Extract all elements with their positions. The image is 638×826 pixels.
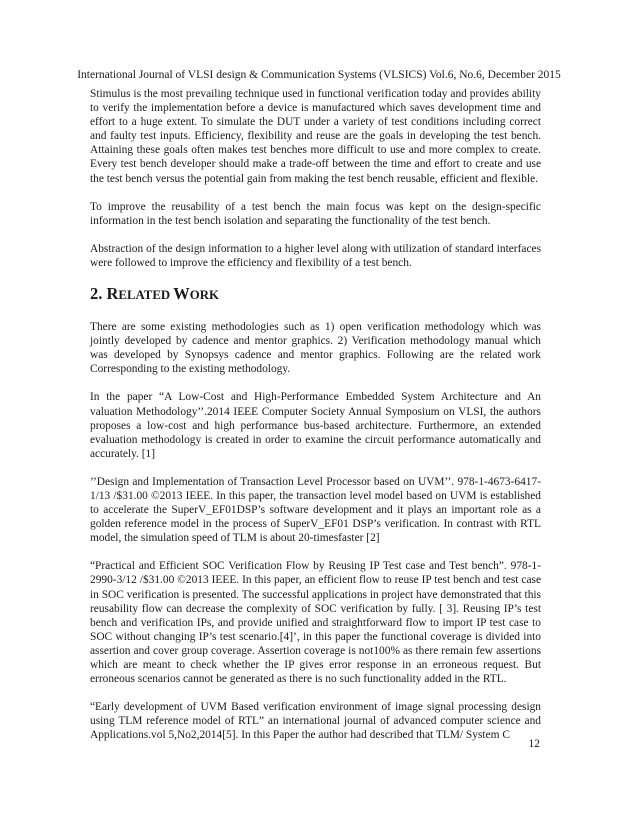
paragraph-ref-5: “Early development of UVM Based verification environment of image signal processing design using TLM reference model of RTL” an international journal of advanced computer science and Applications.vol 5,No2,2014[5]. In this Paper the author had described that TLM/ System C bbox=[90, 701, 541, 742]
page-body bbox=[90, 87, 541, 756]
paragraph-existing-methodologies: There are some existing methodologies such as 1) open verification methodology which was jointly developed by cadence and mentor graphics. 2) Verification methodology manual which was developed by Synopsys cadence and mentor graphics. Following are the related work Corresponding to the existing methodology. bbox=[90, 321, 541, 376]
running-header: International Journal of VLSI design & Communication Systems (VLSICS) Vol.6, No.6, December 2015 bbox=[77, 69, 561, 81]
page-number: 12 bbox=[528, 738, 540, 750]
paragraph-abstraction: Abstraction of the design information to a higher level along with utilization of standard interfaces were followed to improve the efficiency and flexibility of a test bench. bbox=[90, 242, 541, 269]
section-heading-related-work bbox=[90, 284, 541, 305]
paragraph-reusability: To improve the reusability of a test bench the main focus was kept on the design-specific information in the test bench isolation and separating the functionality of the test bench. bbox=[90, 200, 541, 227]
paragraph-ref-3-4: “Practical and Efficient SOC Verification Flow by Reusing IP Test case and Test bench”. 978-1-2990-3/12 /$31.00 ©2013 IEEE. In this paper, an efficient flow to reuse IP test bench and test case in SOC verification is presented. The successful applications in project have demonstrated that this reusability flow can decrease the complexity of SOC verification by fully. [ 3]. Reusing IP’s test bench and verification IPs, and provide unified and straightforward flow to import IP test case to SOC without changing IP’s test scenario.[4]’, in this paper the functional coverage is divided into assertion and cover group coverage. Assertion coverage is not100% as there remain few assertions which are meant to check whether the IP gives error response in an erroneous request. But erroneous scenarios cannot be generated as there is no such functionality added in the RTL. bbox=[90, 560, 541, 686]
paragraph-stimulus: Stimulus is the most prevailing technique used in functional verification today and provides ability to verify the implementation before a device is manufactured which saves development time and effort to a huge extent. To simulate the DUT under a variety of test conditions including correct and faulty test inputs. Efficiency, flexibility and reuse are the goals in developing the test bench. Attaining these goals often makes test benches more difficult to use and more complex to create. Every test bench developer should make a trade-off between the time and effort to create and use the test bench versus the potential gain from making the test bench reusable, efficient and flexible. bbox=[90, 88, 541, 185]
section-heading-cap-w: W bbox=[173, 284, 190, 304]
paragraph-ref-1: In the paper “A Low-Cost and High-Performance Embedded System Architecture and An valuation Methodology’’.2014 IEEE Computer Society Annual Symposium on VLSI, the authors proposes a low-cost and high performance bus-based architecture. Furthermore, an extended evaluation methodology is created in order to examine the circuit performance automatically and accurately. [1] bbox=[90, 391, 541, 460]
section-heading-number: 2. R bbox=[90, 284, 119, 304]
section-heading-smallcaps-2: ORK bbox=[189, 288, 219, 303]
section-heading-smallcaps-1: ELATED bbox=[118, 288, 174, 303]
paragraph-ref-2: ’’Design and Implementation of Transaction Level Processor based on UVM’’. 978-1-4673-6417-1/13 /$31.00 ©2013 IEEE. In this paper, the transaction level model based on UVM is established to accelerate the SuperV_EF01DSP’s software development and it plays an important role as a golden reference model in the process of SuperV_EF01 DSP’s verification. In contrast with RTL model, the simulation speed of TLM is about 20-timesfaster [2] bbox=[90, 475, 541, 545]
